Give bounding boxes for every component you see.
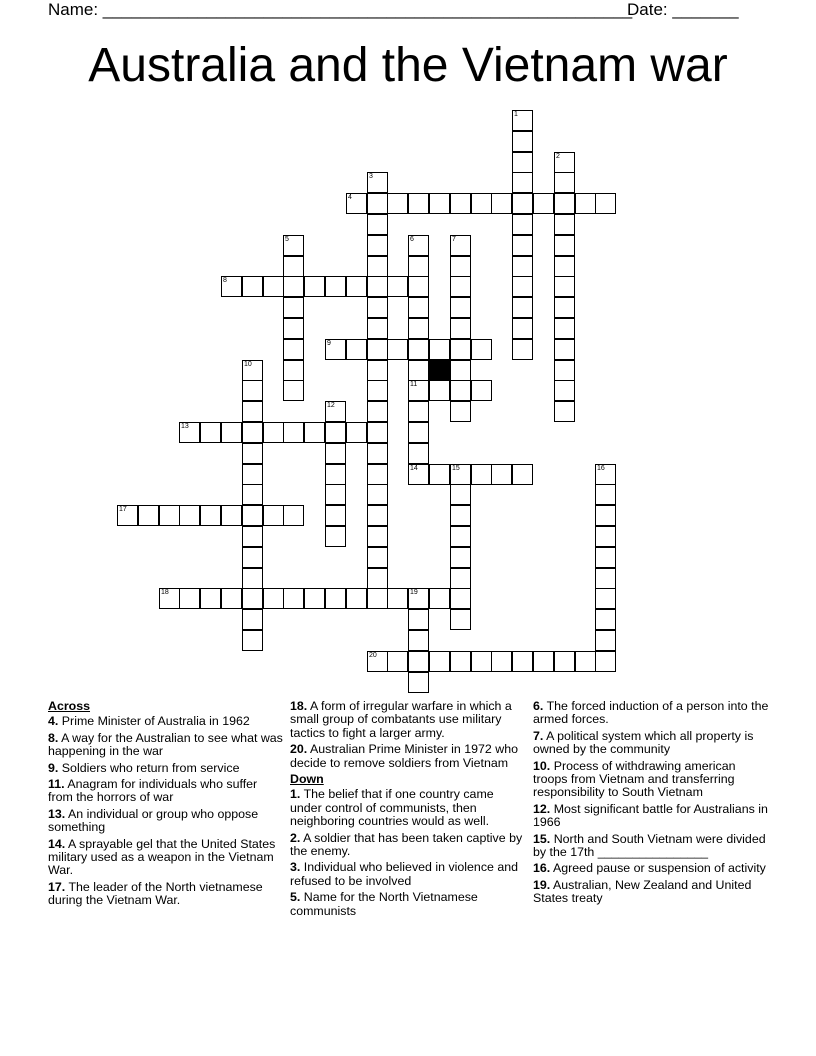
crossword-cell[interactable]: [242, 568, 263, 589]
crossword-cell[interactable]: [429, 464, 450, 485]
crossword-cell[interactable]: [429, 193, 450, 214]
clue-column-3: [533, 700, 769, 909]
clue-item: [533, 730, 769, 757]
crossword-cell[interactable]: [242, 422, 263, 443]
crossword-cell[interactable]: [554, 172, 575, 193]
crossword-cell[interactable]: [429, 339, 450, 360]
crossword-cell[interactable]: [387, 651, 408, 672]
crossword-cell[interactable]: [283, 297, 304, 318]
clue-text: Most significant battle for Australians in 1966: [533, 801, 768, 830]
crossword-cell[interactable]: [408, 672, 429, 693]
crossword-cell[interactable]: [595, 464, 616, 485]
clue-number-label: 7.: [533, 728, 544, 743]
crossword-cell[interactable]: [408, 464, 429, 485]
clue-text: Individual who believed in violence and refused to be involved: [290, 860, 519, 888]
crossword-cell[interactable]: [554, 152, 575, 173]
crossword-cell[interactable]: [512, 339, 533, 360]
crossword-cell[interactable]: [367, 193, 388, 214]
clue-number-label: 10.: [533, 758, 551, 773]
crossword-cell[interactable]: [595, 588, 616, 609]
crossword-cell[interactable]: [595, 505, 616, 526]
crossword-cell[interactable]: [595, 630, 616, 651]
crossword-cell[interactable]: [512, 318, 533, 339]
crossword-cell[interactable]: [512, 651, 533, 672]
crossword-cell[interactable]: [595, 609, 616, 630]
crossword-cell[interactable]: [387, 193, 408, 214]
clue-number: 6: [410, 236, 414, 243]
crossword-cell[interactable]: [512, 464, 533, 485]
clue-text: North and South Vietnam were divided by the 17th ________________: [533, 831, 766, 860]
crossword-cell[interactable]: [367, 380, 388, 401]
crossword-cell[interactable]: [221, 505, 242, 526]
crossword-cell[interactable]: [179, 588, 200, 609]
clue-number-label: 17.: [48, 879, 66, 894]
crossword-cell[interactable]: [325, 526, 346, 547]
clue-number-label: 19.: [533, 877, 551, 892]
crossword-cell[interactable]: [471, 193, 492, 214]
crossword-cell[interactable]: [408, 401, 429, 422]
crossword-cell[interactable]: [200, 588, 221, 609]
crossword-cell[interactable]: [408, 443, 429, 464]
crossword-cell[interactable]: [554, 651, 575, 672]
clue-number: 15: [452, 465, 460, 472]
crossword-cell[interactable]: [325, 401, 346, 422]
clue-number-label: 5.: [290, 890, 301, 905]
crossword-cell[interactable]: [595, 651, 616, 672]
crossword-cell[interactable]: [408, 609, 429, 630]
crossword-cell[interactable]: [575, 193, 596, 214]
crossword-cell[interactable]: [450, 380, 471, 401]
crossword-cell[interactable]: [533, 193, 554, 214]
crossword-cell[interactable]: [512, 110, 533, 131]
clue-number-label: 16.: [533, 861, 551, 876]
crossword-cell[interactable]: [450, 193, 471, 214]
crossword-cell[interactable]: [595, 547, 616, 568]
clue-number-label: 18.: [290, 699, 308, 713]
crossword-cell[interactable]: [283, 276, 304, 297]
crossword-cell[interactable]: [408, 360, 429, 381]
clue-text: Prime Minister of Australia in 1962: [61, 714, 250, 729]
crossword-cell[interactable]: [408, 276, 429, 297]
clue-item: [290, 700, 526, 740]
crossword-cell[interactable]: [159, 588, 180, 609]
clue-item: [48, 881, 284, 908]
clue-number: 12: [327, 402, 335, 409]
clue-item: [533, 879, 769, 906]
crossword-cell[interactable]: [283, 318, 304, 339]
clue-item: [533, 803, 769, 830]
clue-number-label: 9.: [48, 760, 59, 775]
crossword-cell[interactable]: [554, 339, 575, 360]
crossword-cell[interactable]: [387, 276, 408, 297]
clue-number-label: 4.: [48, 714, 59, 729]
crossword-cell[interactable]: [512, 131, 533, 152]
crossword-cell[interactable]: [325, 339, 346, 360]
clue-text: A form of irregular warfare in which a small group of combatants use military tactics to fight a larger army.: [290, 699, 512, 740]
crossword-cell[interactable]: [283, 422, 304, 443]
clue-text: Name for the North Vietnamese communists: [290, 890, 478, 918]
crossword-cell[interactable]: [429, 380, 450, 401]
crossword-cell[interactable]: [263, 422, 284, 443]
clue-item: [533, 862, 769, 875]
crossword-cell[interactable]: [367, 443, 388, 464]
crossword-cell[interactable]: [304, 276, 325, 297]
clue-text: A political system which all property is owned by the community: [533, 728, 754, 757]
crossword-cell[interactable]: [367, 276, 388, 297]
clue-item: [290, 861, 526, 888]
clue-item: [48, 778, 284, 805]
crossword-cell[interactable]: [283, 380, 304, 401]
clue-number: 1: [514, 111, 518, 118]
crossword-cell[interactable]: [242, 588, 263, 609]
crossword-cell[interactable]: [325, 484, 346, 505]
crossword-cell[interactable]: [533, 651, 554, 672]
clue-item: [48, 838, 284, 878]
crossword-cell[interactable]: [242, 630, 263, 651]
crossword-cell[interactable]: [325, 276, 346, 297]
crossword-cell[interactable]: [595, 568, 616, 589]
crossword-cell[interactable]: [367, 651, 388, 672]
crossword-cell[interactable]: [450, 651, 471, 672]
crossword-cell[interactable]: [242, 484, 263, 505]
clue-number: 4: [348, 194, 352, 201]
crossword-cell[interactable]: [242, 276, 263, 297]
crossword-cell[interactable]: [242, 609, 263, 630]
crossword-cell[interactable]: [450, 339, 471, 360]
crossword-cell[interactable]: [263, 588, 284, 609]
crossword-cell[interactable]: [242, 505, 263, 526]
crossword-cell[interactable]: [491, 651, 512, 672]
crossword-cell[interactable]: [346, 276, 367, 297]
crossword-cell[interactable]: [387, 339, 408, 360]
crossword-cell[interactable]: [367, 588, 388, 609]
crossword-cell[interactable]: [408, 235, 429, 256]
crossword-cell[interactable]: [408, 339, 429, 360]
clue-text: A way for the Australian to see what was happening in the war: [48, 730, 283, 759]
clue-number-label: 14.: [48, 836, 66, 851]
clue-number-label: 20.: [290, 742, 308, 757]
clue-text: Anagram for individuals who suffer from the horrors of war: [48, 777, 258, 805]
clue-item: [290, 891, 526, 918]
crossword-cell[interactable]: [221, 422, 242, 443]
crossword-cell[interactable]: [450, 484, 471, 505]
crossword-cell[interactable]: [221, 588, 242, 609]
crossword-cell[interactable]: [117, 505, 138, 526]
clue-number-label: 12.: [533, 801, 551, 816]
crossword-cell[interactable]: [512, 152, 533, 173]
crossword-cell[interactable]: [263, 505, 284, 526]
crossword-cell[interactable]: [429, 588, 450, 609]
crossword-cell[interactable]: [159, 505, 180, 526]
clue-number: 16: [597, 465, 605, 472]
crossword-cell[interactable]: [429, 651, 450, 672]
crossword-cell[interactable]: [346, 193, 367, 214]
crossword-cell[interactable]: [367, 422, 388, 443]
crossword-cell[interactable]: [554, 235, 575, 256]
crossword-cell[interactable]: [554, 193, 575, 214]
crossword-cell[interactable]: [450, 235, 471, 256]
crossword-cell[interactable]: [554, 214, 575, 235]
crossword-cell[interactable]: [367, 339, 388, 360]
crossword-cell[interactable]: [283, 360, 304, 381]
clue-number: 14: [410, 465, 418, 472]
clue-item: [48, 732, 284, 759]
crossword-cell[interactable]: [554, 380, 575, 401]
clue-text: Agreed pause or suspension of activity: [553, 861, 766, 876]
crossword-cell[interactable]: [512, 214, 533, 235]
crossword-cell[interactable]: [367, 505, 388, 526]
clue-text: Soldiers who return from service: [61, 760, 240, 775]
crossword-cell[interactable]: [554, 401, 575, 422]
crossword-cell[interactable]: [283, 339, 304, 360]
crossword-cell[interactable]: [512, 235, 533, 256]
crossword-cell[interactable]: [512, 172, 533, 193]
crossword-cell[interactable]: [450, 568, 471, 589]
crossword-cell[interactable]: [595, 193, 616, 214]
crossword-cell[interactable]: [471, 651, 492, 672]
clue-number: 18: [161, 589, 169, 596]
crossword-cell[interactable]: [471, 464, 492, 485]
crossword-cell[interactable]: [367, 297, 388, 318]
clue-text: An individual or group who oppose something: [48, 806, 259, 835]
crossword-cell[interactable]: [408, 422, 429, 443]
clue-text: Australian Prime Minister in 1972 who decide to remove soldiers from Vietnam: [290, 742, 518, 770]
crossword-cell[interactable]: [450, 360, 471, 381]
crossword-cell[interactable]: [283, 256, 304, 277]
crossword-cell[interactable]: [325, 422, 346, 443]
clue-number: 19: [410, 589, 418, 596]
crossword-cell[interactable]: [450, 588, 471, 609]
crossword-cell[interactable]: [283, 505, 304, 526]
crossword-cell[interactable]: [554, 276, 575, 297]
clue-text: The belief that if one country came under control of communists, then neighboring countries would as well.: [290, 787, 494, 829]
crossword-cell[interactable]: [450, 547, 471, 568]
clue-item: [533, 760, 769, 800]
crossword-cell[interactable]: [450, 505, 471, 526]
clue-item: [533, 700, 769, 727]
crossword-cell[interactable]: [242, 547, 263, 568]
crossword-cell[interactable]: [471, 339, 492, 360]
crossword-cell[interactable]: [242, 464, 263, 485]
crossword-cell[interactable]: [263, 276, 284, 297]
clue-item: [533, 833, 769, 860]
clue-number-label: 3.: [290, 860, 301, 875]
clue-number: 9: [327, 340, 331, 347]
crossword-cell[interactable]: [367, 318, 388, 339]
crossword-cell[interactable]: [512, 276, 533, 297]
crossword-cell[interactable]: [221, 276, 242, 297]
section-heading: Down: [290, 772, 324, 787]
crossword-cell[interactable]: [367, 256, 388, 277]
crossword-cell[interactable]: [367, 401, 388, 422]
clue-item: [290, 788, 526, 828]
crossword-cell[interactable]: [242, 443, 263, 464]
clue-column-1: [48, 700, 284, 911]
crossword-cell[interactable]: [346, 588, 367, 609]
crossword-cell[interactable]: [325, 443, 346, 464]
crossword-cell[interactable]: [491, 464, 512, 485]
crossword-cell[interactable]: [283, 235, 304, 256]
crossword-cell[interactable]: [595, 526, 616, 547]
crossword-cell[interactable]: [387, 588, 408, 609]
clue-number: 11: [410, 381, 418, 388]
crossword-cell[interactable]: [554, 256, 575, 277]
crossword-cell[interactable]: [179, 505, 200, 526]
clue-number: 10: [244, 361, 252, 368]
clue-number-label: 13.: [48, 806, 66, 821]
clue-text: Process of withdrawing american troops from Vietnam and transferring responsibility to South Vietnam: [533, 758, 736, 800]
crossword-cell[interactable]: [408, 193, 429, 214]
crossword-cell[interactable]: [450, 297, 471, 318]
crossword-cell[interactable]: [242, 526, 263, 547]
clue-item: [290, 832, 526, 859]
clue-number-label: 15.: [533, 831, 551, 846]
crossword-cell[interactable]: [408, 651, 429, 672]
name-field[interactable]: Name: ________________________________________________________: [48, 0, 633, 19]
crossword-cell[interactable]: [408, 256, 429, 277]
crossword-cell[interactable]: [283, 588, 304, 609]
crossword-cell[interactable]: [471, 380, 492, 401]
crossword-cell[interactable]: [450, 318, 471, 339]
crossword-cell[interactable]: [450, 526, 471, 547]
crossword-cell[interactable]: [304, 422, 325, 443]
clue-item: [48, 715, 284, 728]
crossword-cell[interactable]: [512, 193, 533, 214]
clue-item: [48, 808, 284, 835]
crossword-cell[interactable]: [450, 401, 471, 422]
crossword-cell[interactable]: [242, 401, 263, 422]
clue-number: 8: [223, 277, 227, 284]
date-field[interactable]: Date: _______: [627, 0, 739, 19]
crossword-cell[interactable]: [367, 464, 388, 485]
crossword-cell[interactable]: [450, 464, 471, 485]
clue-text: The leader of the North vietnamese during the Vietnam War.: [48, 879, 263, 908]
crossword-cell[interactable]: [367, 360, 388, 381]
crossword-cell[interactable]: [554, 318, 575, 339]
clue-number-label: 11.: [48, 777, 65, 792]
clue-number: 5: [285, 236, 289, 243]
crossword-cell[interactable]: [450, 609, 471, 630]
clue-number-label: 2.: [290, 830, 301, 845]
crossword-cell[interactable]: [367, 214, 388, 235]
clue-text: The forced induction of a person into the armed forces.: [533, 699, 769, 727]
crossword-cell[interactable]: [200, 505, 221, 526]
crossword-cell[interactable]: [408, 380, 429, 401]
clue-number: 20: [369, 652, 377, 659]
clue-number: 17: [119, 506, 127, 513]
clue-text: Australian, New Zealand and United States treaty: [533, 877, 752, 906]
crossword-cell[interactable]: [367, 547, 388, 568]
crossword-cell[interactable]: [367, 484, 388, 505]
page-title: Australia and the Vietnam war: [88, 39, 728, 92]
crossword-cell[interactable]: [367, 526, 388, 547]
clue-column-2: [290, 700, 526, 921]
crossword-cell[interactable]: [575, 651, 596, 672]
clue-number-label: 6.: [533, 699, 544, 713]
crossword-cell[interactable]: [367, 235, 388, 256]
crossword-cell[interactable]: [325, 505, 346, 526]
crossword-cell[interactable]: [512, 256, 533, 277]
clue-item: [290, 743, 526, 770]
crossword-cell[interactable]: [200, 422, 221, 443]
crossword-cell[interactable]: [554, 360, 575, 381]
crossword-cell[interactable]: [450, 256, 471, 277]
crossword-cell[interactable]: [491, 193, 512, 214]
clue-text: A sprayable gel that the United States military used as a weapon in the Vietnam War.: [48, 836, 276, 878]
crossword-cell[interactable]: [304, 588, 325, 609]
crossword-cell[interactable]: [408, 588, 429, 609]
crossword-cell[interactable]: [325, 464, 346, 485]
clue-item: [48, 762, 284, 775]
blocked-cell: [429, 360, 450, 381]
crossword-cell[interactable]: [512, 297, 533, 318]
crossword-cell[interactable]: [325, 588, 346, 609]
clue-number: 3: [369, 173, 373, 180]
section-heading: Across: [48, 699, 91, 713]
clue-number: 2: [556, 153, 560, 160]
crossword-cell[interactable]: [408, 630, 429, 651]
crossword-cell[interactable]: [138, 505, 159, 526]
crossword-cell[interactable]: [242, 380, 263, 401]
clue-number-label: 1.: [290, 787, 301, 802]
crossword-cell[interactable]: [242, 360, 263, 381]
crossword-cell[interactable]: [595, 484, 616, 505]
crossword-cell[interactable]: [179, 422, 200, 443]
clue-number-label: 8.: [48, 730, 59, 745]
crossword-cell[interactable]: [367, 172, 388, 193]
clue-text: A soldier that has been taken captive by the enemy.: [290, 830, 523, 859]
crossword-cell[interactable]: [450, 276, 471, 297]
crossword-cell[interactable]: [408, 318, 429, 339]
crossword-cell[interactable]: [346, 339, 367, 360]
crossword-cell[interactable]: [408, 297, 429, 318]
crossword-cell[interactable]: [367, 568, 388, 589]
clue-number: 7: [452, 236, 456, 243]
crossword-cell[interactable]: [554, 297, 575, 318]
clue-number: 13: [181, 423, 189, 430]
crossword-cell[interactable]: [346, 422, 367, 443]
